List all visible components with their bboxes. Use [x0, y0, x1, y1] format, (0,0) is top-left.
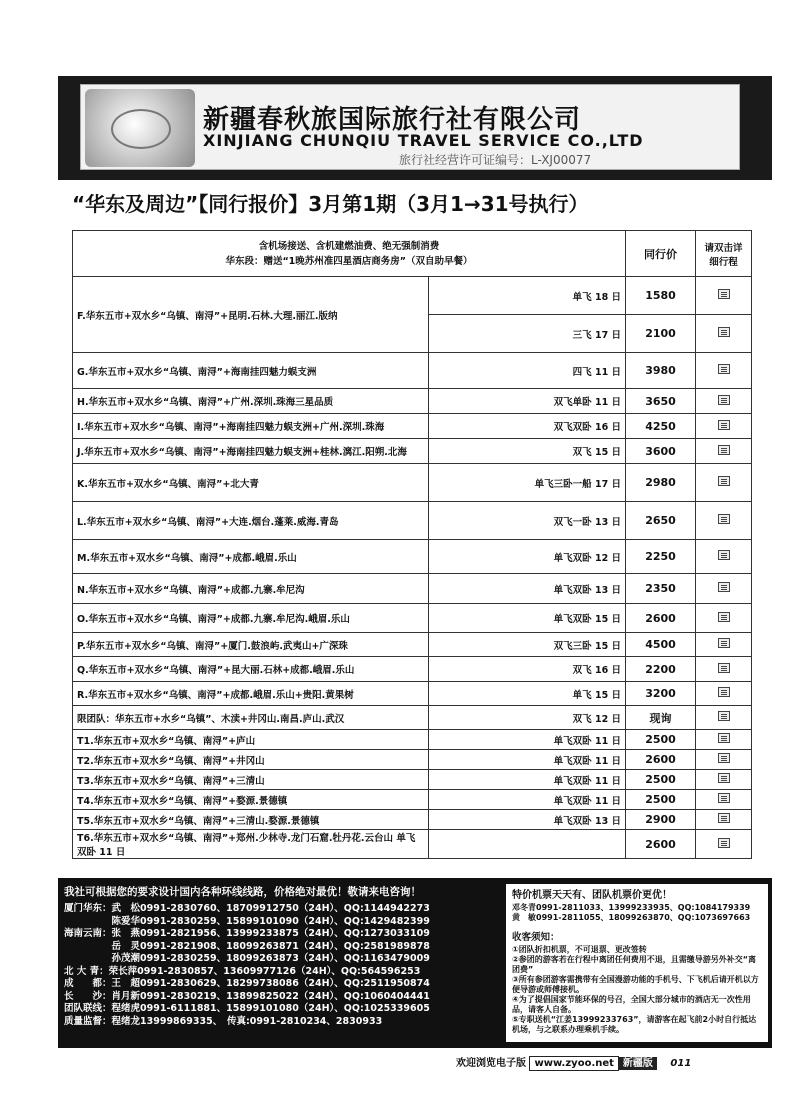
duration-cell: 单飞三卧一船 17 日 [429, 464, 626, 502]
duration-cell [429, 830, 626, 859]
contact-line: 质量监督：程绪龙13999869335、 传真:0991-2810234、2830933 [64, 1015, 383, 1027]
contact-line: 岳 灵0991-2821908、18099263871（24H）、QQ:2581989878 [64, 940, 430, 952]
route-cell: K.华东五市+双水乡“乌镇、南浔”+北大青 [73, 464, 429, 502]
notes-title: 收客须知： [512, 932, 560, 943]
itinerary-link[interactable] [696, 439, 752, 464]
table-row [73, 502, 752, 540]
document-icon [718, 327, 730, 337]
contact-lines [64, 903, 504, 1028]
route-cell: T6.华东五市+双水乡“乌镇、南浔”+郑州.少林寺.龙门石窟.牡丹花.云台山 单飞双卧 11 日 [73, 830, 429, 859]
ticket-contact: 邓冬青0991-2811033、13999233935、QQ:1084179339 [512, 903, 751, 912]
company-name-cn: 新疆春秋旅国际旅行社有限公司 [203, 105, 582, 135]
document-icon [718, 711, 730, 721]
route-cell: T3.华东五市+双水乡“乌镇、南浔”+三清山 [73, 770, 429, 790]
footer-welcome: 欢迎浏览电子版 [456, 1058, 526, 1069]
table-row [73, 706, 752, 730]
route-cell: R.华东五市+双水乡“乌镇、南浔”+成都.峨眉.乐山+贵阳.黄果树 [73, 682, 429, 706]
document-icon [718, 445, 730, 455]
note-item: ⑤专职送机“江姜13999233763”，请游客在起飞前2小时自行抵达机场，与之联系办理乘机手续。 [512, 1015, 757, 1034]
contact-list [64, 884, 504, 1028]
price-cell: 1580 [626, 277, 696, 315]
col-link-header: 请双击详细行程 [696, 231, 752, 277]
itinerary-link[interactable] [696, 604, 752, 633]
table-row [73, 464, 752, 502]
ticket-contact: 黄 敏0991-2811055、18099263870、QQ:1073697663 [512, 913, 751, 922]
document-icon [718, 838, 730, 848]
route-cell: I.华东五市+双水乡“乌镇、南浔”+海南挂四魅力蜈支洲+广州.深圳.珠海 [73, 414, 429, 439]
route-cell: T2.华东五市+双水乡“乌镇、南浔”+井冈山 [73, 750, 429, 770]
document-icon [718, 813, 730, 823]
notes-list [512, 945, 762, 1035]
route-cell: H.华东五市+双水乡“乌镇、南浔”+广州.深圳.珠海三星品质 [73, 389, 429, 414]
price-cell: 2600 [626, 750, 696, 770]
company-name-en: XINJIANG CHUNQIU TRAVEL SERVICE CO.,LTD [203, 131, 644, 150]
route-cell: L.华东五市+双水乡“乌镇、南浔”+大连.烟台.蓬莱.威海.青岛 [73, 502, 429, 540]
note-item: ①团队折扣机票，不可退票、更改签转 [512, 945, 647, 954]
table-row [73, 810, 752, 830]
document-icon [718, 793, 730, 803]
duration-cell: 双飞 12 日 [429, 706, 626, 730]
page [58, 76, 772, 1069]
duration-cell: 单飞双卧 13 日 [429, 574, 626, 604]
duration-cell: 单飞 15 日 [429, 682, 626, 706]
route-cell: O.华东五市+双水乡“乌镇、南浔”+成都.九寨.牟尼沟.峨眉.乐山 [73, 604, 429, 633]
document-icon [718, 612, 730, 622]
price-cell: 2500 [626, 770, 696, 790]
header-note-2: 华东段：赠送“1晚苏州准四星酒店商务房”（双自助早餐） [225, 255, 473, 267]
itinerary-link[interactable] [696, 502, 752, 540]
header-notes [73, 231, 626, 277]
table-row [73, 353, 752, 389]
price-cell: 2600 [626, 830, 696, 859]
route-cell: T4.华东五市+双水乡“乌镇、南浔”+婺源.景德镇 [73, 790, 429, 810]
duration-cell: 单飞双卧 15 日 [429, 604, 626, 633]
route-cell: N.华东五市+双水乡“乌镇、南浔”+成都.九寨.牟尼沟 [73, 574, 429, 604]
price-cell: 3200 [626, 682, 696, 706]
itinerary-link[interactable] [696, 750, 752, 770]
price-cell: 2980 [626, 464, 696, 502]
duration-cell: 单飞双卧 13 日 [429, 810, 626, 830]
route-cell: P.华东五市+双水乡“乌镇、南浔”+厦门.鼓浪屿.武夷山+广深珠 [73, 633, 429, 657]
col-price-header: 同行价 [626, 231, 696, 277]
contact-line: 厦门华东：武 松0991-2830760、18709912750（24H）、QQ:1144942273 [64, 903, 430, 914]
table-row [73, 277, 752, 315]
contact-line: 海南云南：张 燕0991-2821956、13999233875（24H）、QQ:1273033109 [64, 928, 430, 939]
duration-cell: 双飞双卧 16 日 [429, 414, 626, 439]
itinerary-link[interactable] [696, 770, 752, 790]
footer-edition: 新疆版 [619, 1057, 657, 1070]
price-cell: 2350 [626, 574, 696, 604]
table-header-row [73, 231, 752, 277]
table-row [73, 389, 752, 414]
duration-cell: 双飞 16 日 [429, 657, 626, 682]
table-row [73, 682, 752, 706]
route-cell: M.华东五市+双水乡“乌镇、南浔”+成都.峨眉.乐山 [73, 540, 429, 574]
duration-cell: 双飞三卧 15 日 [429, 633, 626, 657]
contact-panel [58, 878, 772, 1048]
document-icon [718, 476, 730, 486]
license-number: 旅行社经营许可证编号：L-XJ00077 [399, 153, 592, 167]
document-icon [718, 687, 730, 697]
note-item: ③所有参团游客需携带有全国漫游功能的手机号、下飞机后请开机以方便导游或师傅接机。 [512, 975, 759, 994]
price-cell: 3980 [626, 353, 696, 389]
price-cell: 2650 [626, 502, 696, 540]
footer [456, 1054, 756, 1070]
price-cell: 2200 [626, 657, 696, 682]
table-row [73, 730, 752, 750]
price-cell: 3650 [626, 389, 696, 414]
itinerary-link[interactable] [696, 682, 752, 706]
document-icon [718, 364, 730, 374]
document-icon [718, 550, 730, 560]
price-cell: 2600 [626, 604, 696, 633]
price-cell: 2250 [626, 540, 696, 574]
table-row [73, 750, 752, 770]
itinerary-link[interactable] [696, 790, 752, 810]
itinerary-link[interactable] [696, 540, 752, 574]
duration-cell: 双飞一卧 13 日 [429, 502, 626, 540]
page-title: “华东及周边”【同行报价】3月第1期（3月1→31号执行） [72, 192, 589, 216]
price-cell: 2500 [626, 730, 696, 750]
table-row [73, 830, 752, 859]
notice-box [506, 884, 768, 1042]
table-row [73, 657, 752, 682]
itinerary-link[interactable] [696, 414, 752, 439]
itinerary-link[interactable] [696, 730, 752, 750]
itinerary-link[interactable] [696, 706, 752, 730]
route-cell: T5.华东五市+双水乡“乌镇、南浔”+三清山.婺源.景德镇 [73, 810, 429, 830]
duration-cell: 三飞 17 日 [429, 315, 626, 353]
table-row [73, 540, 752, 574]
document-icon [718, 395, 730, 405]
duration-cell: 双飞单卧 11 日 [429, 389, 626, 414]
price-cell: 2100 [626, 315, 696, 353]
itinerary-link[interactable] [696, 389, 752, 414]
route-cell: F.华东五市+双水乡“乌镇、南浔”+昆明.石林.大理.丽江.版纳 [73, 277, 429, 353]
itinerary-link[interactable] [696, 574, 752, 604]
itinerary-link[interactable] [696, 633, 752, 657]
contact-line: 北 大 青：荣长萍0991-2830857、13609977126（24H）、QQ:564596253 [64, 965, 421, 977]
price-cell: 现询 [626, 706, 696, 730]
duration-cell: 单飞双卧 11 日 [429, 790, 626, 810]
price-cell: 2900 [626, 810, 696, 830]
itinerary-link[interactable] [696, 657, 752, 682]
contact-line: 长 沙：肖月新0991-2830219、13899825022（24H）、QQ:1060404441 [64, 990, 430, 1002]
itinerary-link[interactable] [696, 810, 752, 830]
itinerary-link[interactable] [696, 464, 752, 502]
logo-emblem-icon [85, 89, 195, 167]
duration-cell: 单飞双卧 11 日 [429, 730, 626, 750]
footer-website-link[interactable]: www.zyoo.net [529, 1056, 618, 1071]
document-icon [718, 582, 730, 592]
contact-line: 陈爱华0991-2830259、15899101090（24H）、QQ:1429482399 [64, 915, 430, 927]
table-row [73, 633, 752, 657]
price-cell: 3600 [626, 439, 696, 464]
itinerary-link[interactable] [696, 277, 752, 315]
table-row [73, 439, 752, 464]
table-row [73, 604, 752, 633]
page-number: 011 [670, 1058, 692, 1069]
document-icon [718, 663, 730, 673]
route-rows [73, 353, 752, 859]
document-icon [718, 773, 730, 783]
route-cell: J.华东五市+双水乡“乌镇、南浔”+海南挂四魅力蜈支洲+桂林.漓江.阳朔.北海 [73, 439, 429, 464]
duration-cell: 单飞双卧 12 日 [429, 540, 626, 574]
price-cell: 4250 [626, 414, 696, 439]
contact-line: 孙茂潮0991-2830259、18099263873（24H）、QQ:1163479009 [64, 953, 430, 964]
duration-cell: 四飞 11 日 [429, 353, 626, 389]
duration-cell: 单飞双卧 11 日 [429, 750, 626, 770]
document-icon [718, 514, 730, 524]
duration-cell: 单飞 18 日 [429, 277, 626, 315]
price-table [72, 230, 752, 859]
contact-line: 成 都：王 超0991-2830629、18299738086（24H）、QQ:2511950874 [64, 978, 430, 989]
note-item: ④为了提倡国家节能环保的号召，全国大部分城市的酒店无一次性用品，请客人自备。 [512, 995, 751, 1014]
document-icon [718, 638, 730, 648]
document-icon [718, 753, 730, 763]
route-cell: T1.华东五市+双水乡“乌镇、南浔”+庐山 [73, 730, 429, 750]
price-cell: 2500 [626, 790, 696, 810]
table-row [73, 790, 752, 810]
table-row [73, 770, 752, 790]
header-banner [58, 76, 772, 180]
contact-line: 团队联线：程绪虎0991-6111881、15899101080（24H）、QQ:1025339605 [64, 1003, 430, 1014]
document-icon [718, 289, 730, 299]
document-icon [718, 420, 730, 430]
table-row [73, 414, 752, 439]
notice-headline: 特价机票天天有、团队机票价更优！ [512, 890, 672, 901]
document-icon [718, 733, 730, 743]
duration-cell: 双飞 15 日 [429, 439, 626, 464]
itinerary-link[interactable] [696, 830, 752, 859]
table-row [73, 574, 752, 604]
route-cell: G.华东五市+双水乡“乌镇、南浔”+海南挂四魅力蜈支洲 [73, 353, 429, 389]
price-cell: 4500 [626, 633, 696, 657]
route-cell: Q.华东五市+双水乡“乌镇、南浔”+昆大丽.石林+成都.峨眉.乐山 [73, 657, 429, 682]
contact-headline: 我社可根据您的要求设计国内各种环线线路，价格绝对最优！敬请来电咨询！ [64, 886, 421, 898]
itinerary-link[interactable] [696, 353, 752, 389]
header-note-1: 含机场接送、含机建燃油费、绝无强制消费 [258, 240, 440, 252]
duration-cell: 单飞双卧 11 日 [429, 770, 626, 790]
logo-box [80, 84, 740, 170]
note-item: ②参团的游客若在行程中离团任何费用不退，且需缴导游另外补交“离团费” [512, 955, 757, 974]
itinerary-link[interactable] [696, 315, 752, 353]
route-cell: 限团队：华东五市+水乡“乌镇”、木渎+井冈山.南昌.庐山.武汉 [73, 706, 429, 730]
